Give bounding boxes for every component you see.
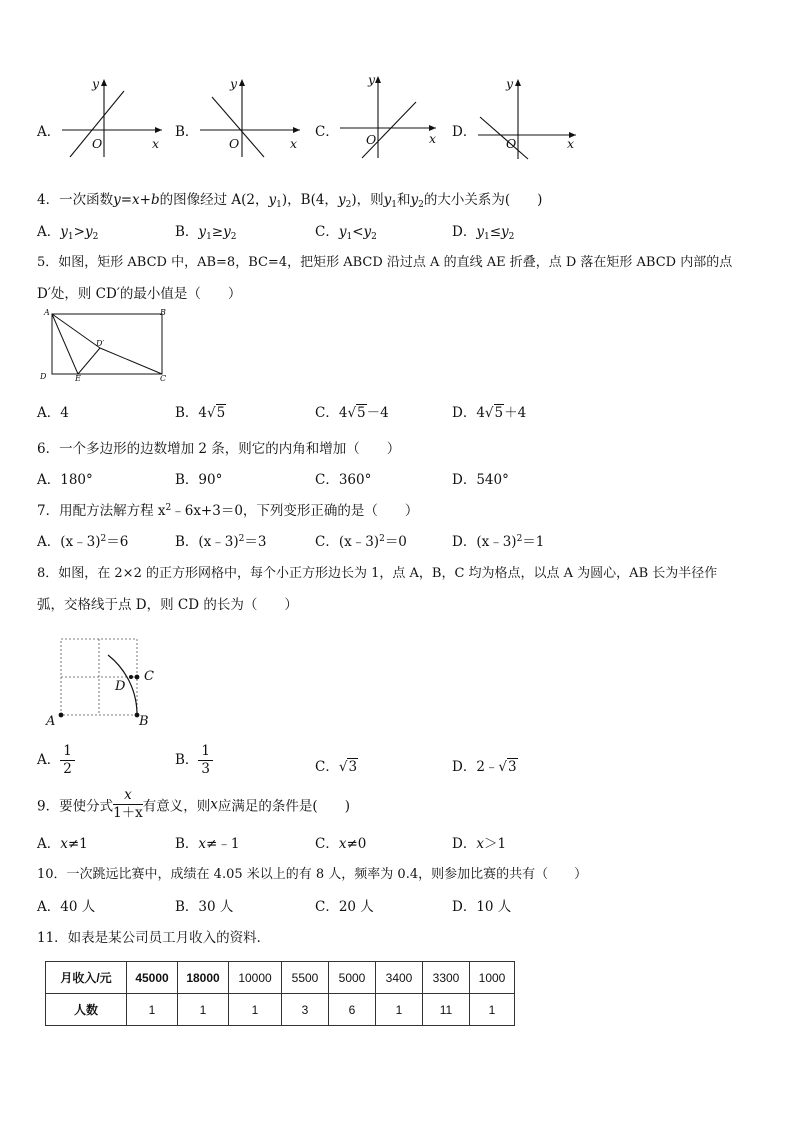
q3-c-x-label: x (429, 131, 437, 146)
q5-point-a: A (44, 308, 50, 317)
q7-option-b[interactable]: B．(x﹣3)$^2$＝3 (175, 534, 267, 550)
q11-stem: 11．如表是某公司员工月收入的资料． (37, 930, 271, 946)
income-cell: 3400 (376, 962, 423, 994)
q4-option-d[interactable]: D．$y_1\le y_2$ (452, 224, 515, 242)
q5-stem-line1: 5．如图，矩形 ABCD 中，AB=8，BC=4，把矩形 ABCD 沿过点 A 的直线 AE 折叠，点 D 落在矩形 ABCD 内部的点 (37, 255, 733, 270)
q6-option-d[interactable]: D．540° (452, 472, 509, 488)
q8-point-c: C (144, 669, 154, 684)
q9-option-d[interactable]: D．x＞1 (452, 836, 507, 852)
q5-point-e: E (75, 374, 81, 383)
count-cell: 1 (178, 994, 229, 1026)
income-cell: 45000 (127, 962, 178, 994)
q8-point-a: A (46, 714, 56, 729)
q5-option-a[interactable]: A．4 (37, 405, 69, 421)
q3-a-y-label: y (92, 76, 100, 91)
q3-a-x-label: x (152, 136, 160, 151)
q8-stem-line1: 8．如图，在 2×2 的正方形网格中，每个小正方形边长为 1，点 A，B，C 均为格点，以点 A 为圆心，AB 长为半径作 (37, 566, 718, 581)
q9-option-c[interactable]: C．x≠0 (315, 836, 367, 852)
q10-option-d[interactable]: D．10 人 (452, 899, 512, 915)
q3-b-x-label: x (290, 136, 298, 151)
q3-option-a-label[interactable]: A． (37, 124, 61, 140)
q4-option-b[interactable]: B．$y_1\ge y_2$ (175, 224, 237, 242)
q3-a-origin-label: O (92, 136, 103, 151)
q3-b-y-label: y (230, 76, 238, 91)
q10-option-b[interactable]: B．30 人 (175, 899, 234, 915)
q3-d-y-label: y (506, 76, 514, 91)
income-cell: 5000 (329, 962, 376, 994)
income-cell: 3300 (423, 962, 470, 994)
q3-option-b-label[interactable]: B． (175, 124, 199, 140)
q8-option-c[interactable]: C．√3 (315, 759, 358, 775)
q5-point-dprime: D′ (96, 339, 105, 348)
q6-option-a[interactable]: A．180° (37, 472, 93, 488)
q3-option-c-label[interactable]: C． (315, 124, 339, 140)
q5-point-b: B (160, 308, 166, 317)
q9-option-b[interactable]: B．x≠﹣1 (175, 836, 240, 852)
count-cell: 1 (229, 994, 282, 1026)
q10-option-c[interactable]: C．20 人 (315, 899, 374, 915)
count-cell: 1 (127, 994, 178, 1026)
q5-option-d[interactable]: D．4√5＋4 (452, 405, 527, 421)
q7-stem: 7．用配方法解方程 $x^2﹣6x+3=0$，下列变形正确的是（ ） (37, 503, 419, 519)
income-header-cell: 月收入/元 (46, 962, 127, 994)
q5-option-c[interactable]: C．4√5－4 (315, 405, 389, 421)
q7-option-c[interactable]: C．(x﹣3)$^2$＝0 (315, 534, 407, 550)
count-cell: 3 (282, 994, 329, 1026)
q3-d-x-label: x (567, 136, 575, 151)
q7-option-d[interactable]: D．(x﹣3)$^2$＝1 (452, 534, 545, 550)
q6-option-c[interactable]: C．360° (315, 472, 372, 488)
count-cell: 6 (329, 994, 376, 1026)
income-cell: 18000 (178, 962, 229, 994)
q5-rectangle-figure (40, 308, 175, 388)
q7-option-a[interactable]: A．(x﹣3)$^2$＝6 (37, 534, 129, 550)
q9-stem: 9．要使分式 $\frac{x}{1+x}$ 有意义，则x应满足的条件是( ) (37, 787, 350, 821)
income-cell: 10000 (229, 962, 282, 994)
income-cell: 1000 (470, 962, 515, 994)
count-row (46, 994, 515, 1026)
q8-point-b: B (139, 714, 149, 729)
q10-option-a[interactable]: A．40 人 (37, 899, 96, 915)
q3-c-y-label: y (368, 72, 376, 87)
income-row (46, 962, 515, 994)
income-table (45, 961, 515, 1026)
q5-point-d: D (40, 372, 47, 381)
q8-point-d: D (115, 679, 126, 694)
q3-graph-c (336, 72, 446, 160)
q5-stem-line2: D′处，则 CD′的最小值是（ ） (37, 286, 242, 302)
q5-point-c: C (160, 374, 167, 383)
q3-b-origin-label: O (229, 136, 240, 151)
q8-option-d[interactable]: D．2﹣√3 (452, 759, 517, 775)
q3-c-origin-label: O (366, 132, 377, 147)
q10-stem: 10．一次跳远比赛中，成绩在 4.05 米以上的有 8 人，频率为 0.4，则参加比赛的共有（ ） (37, 867, 588, 882)
q8-option-a[interactable]: A． $\frac{1}{2}$ (37, 743, 75, 778)
q8-stem-line2: 弧，交格线于点 D，则 CD 的长为（ ） (37, 597, 298, 613)
count-header-cell: 人数 (46, 994, 127, 1026)
q6-option-b[interactable]: B．90° (175, 472, 223, 488)
q9-option-a[interactable]: A．x≠1 (37, 836, 88, 852)
count-cell: 11 (423, 994, 470, 1026)
count-cell: 1 (376, 994, 423, 1026)
q4-option-c[interactable]: C．$y_1<y_2$ (315, 224, 377, 242)
q8-option-b[interactable]: B． $\frac{1}{3}$ (175, 743, 213, 778)
q5-option-b[interactable]: B．4√5 (175, 405, 226, 421)
count-cell: 1 (470, 994, 515, 1026)
q3-d-origin-label: O (506, 136, 517, 151)
q3-option-d-label[interactable]: D． (452, 124, 477, 140)
income-cell: 5500 (282, 962, 329, 994)
q4-stem: 4．一次函数y=x+b的图像经过 A(2，$y_1$)，B(4，$y_2$)，则$y_1$和$y_2$的大小关系为( ) (37, 192, 543, 210)
q4-option-a[interactable]: A．$y_1>y_2$ (37, 224, 99, 242)
q6-stem: 6．一个多边形的边数增加 2 条，则它的内角和增加（ ） (37, 441, 401, 457)
